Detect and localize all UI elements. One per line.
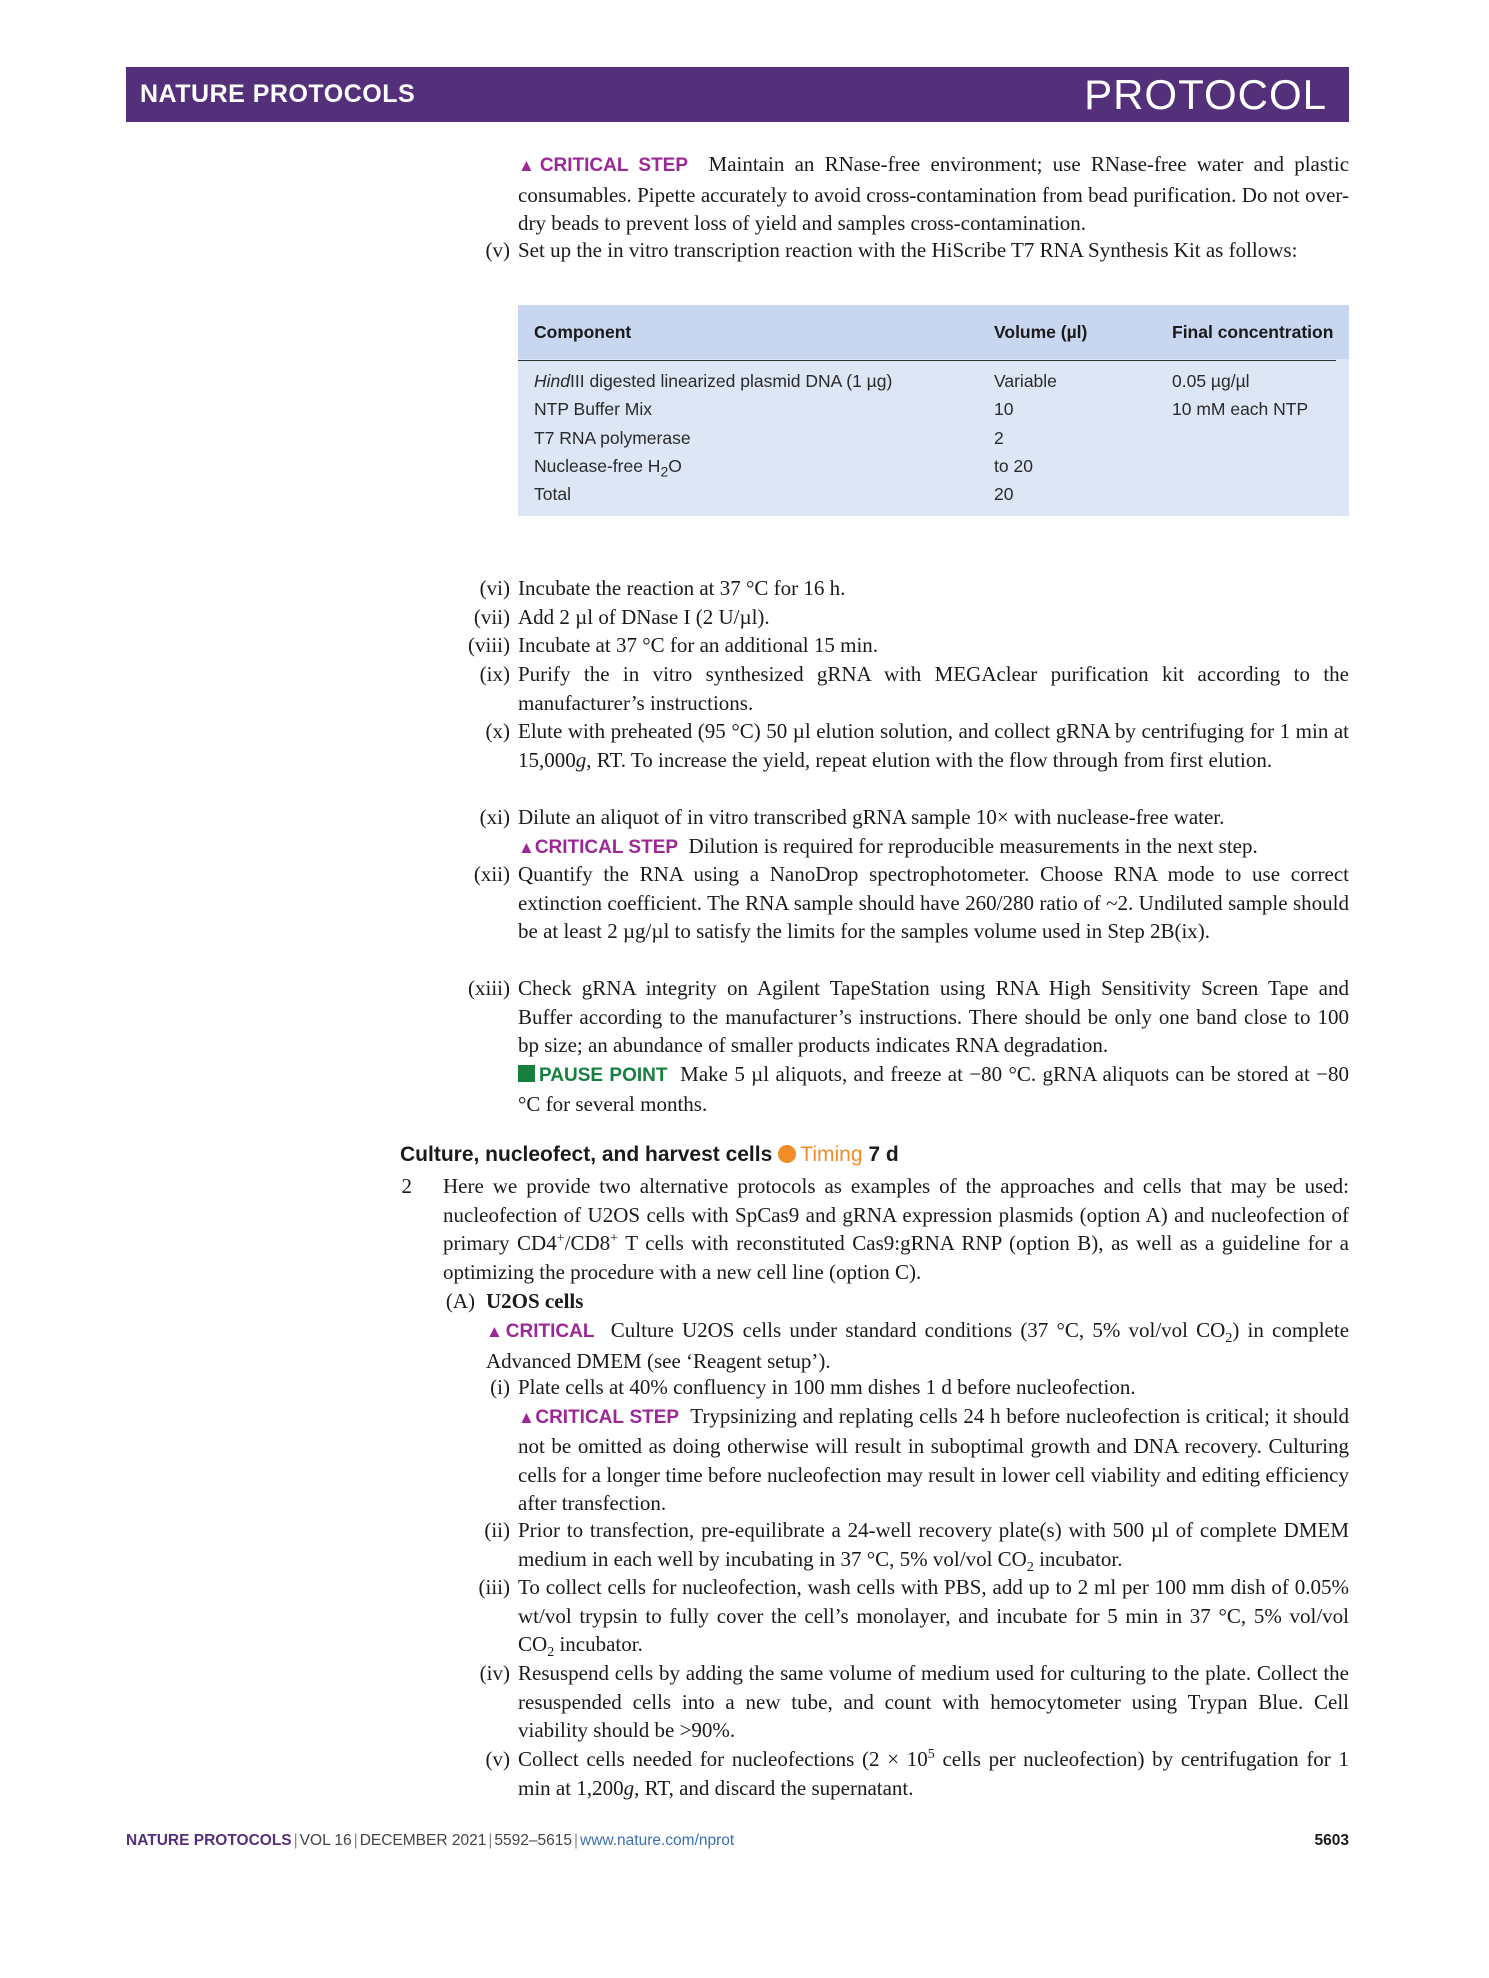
critical-tag: ▲CRITICAL bbox=[486, 1321, 595, 1342]
step-x-text: Elute with preheated (95 °C) 50 µl elution solution, and collect gRNA by centrifuging for 1 min at 15,000g, RT. To increase the yield, repeat elution with the flow through from first elution. bbox=[518, 719, 1349, 772]
journal-name: NATURE PROTOCOLS bbox=[140, 80, 416, 108]
footer-url-link[interactable]: www.nature.com/nprot bbox=[580, 1832, 735, 1849]
step-label-viii: (viii) bbox=[468, 633, 510, 657]
section-heading: Culture, nucleofect, and harvest cells Timing 7 d bbox=[400, 1143, 899, 1166]
pause-square-icon bbox=[518, 1065, 535, 1082]
header-bar bbox=[126, 67, 1349, 122]
step-label-vi: (vi) bbox=[479, 576, 510, 600]
step-label-vii: (vii) bbox=[473, 605, 510, 629]
substep-label-ii: (ii) bbox=[484, 1518, 510, 1542]
step-vi-text: Incubate the reaction at 37 °C for 16 h. bbox=[518, 576, 846, 600]
table-cell: Total bbox=[534, 484, 571, 504]
step-label-v: (v) bbox=[485, 238, 510, 262]
table-cell: to 20 bbox=[994, 456, 1033, 476]
footer-journal: NATURE PROTOCOLS bbox=[126, 1832, 292, 1849]
substep-ii-text: Prior to transfection, pre-equilibrate a 24-well recovery plate(s) with 500 µl of complete DMEM medium in each well by incubating in 37 °C, 5% vol/vol $CO_2$ incubator. bbox=[518, 1518, 1349, 1575]
step-v-text: Set up the in vitro transcription reaction with the HiScribe T7 RNA Synthesis Kit as follows: bbox=[518, 238, 1298, 262]
table-cell: 10 mM each NTP bbox=[1172, 399, 1309, 419]
table-header-volume: Volume (µl) bbox=[994, 322, 1088, 342]
footer-date: DECEMBER 2021 bbox=[359, 1832, 487, 1849]
step-number-2: 2 bbox=[401, 1174, 412, 1198]
article-type: PROTOCOL bbox=[1084, 71, 1327, 118]
step-label-x: (x) bbox=[485, 719, 510, 743]
step-label-xiii: (xiii) bbox=[468, 976, 510, 1000]
step-2-text: Here we provide two alternative protocols as examples of the approaches and cells that may be used: nucleofection of U2OS cells with SpCas9 and gRNA expression plasmids (option A) and nucleofection of primary CD4+/CD8+ T cells with reconstituted Cas9:gRNA RNP (option B), as well as a guideline for a optimizing the procedure with a new cell line (option C). bbox=[443, 1174, 1349, 1284]
critical-step-rnase: ▲CRITICAL STEP Maintain an RNase-free environment; use RNase-free water and plastic consumables. Pipette accurately to avoid cross-contamination from bead purification. Do not over-dry beads to prevent loss of yield and samples cross-contamination. bbox=[518, 152, 1350, 236]
step-xii-text: Quantify the RNA using a NanoDrop spectrophotometer. Choose RNA mode to use correct extinction coefficient. The RNA sample should have 260/280 ratio of ~2. Undiluted sample should be at least 2 µg/µl to satisfy the limits for the samples volume used in Step 2B(ix). bbox=[518, 862, 1349, 944]
step-label-ix: (ix) bbox=[479, 662, 510, 686]
page-number: 5603 bbox=[1314, 1832, 1349, 1849]
table-cell: T7 RNA polymerase bbox=[534, 428, 691, 448]
table-cell: 0.05 µg/µl bbox=[1172, 371, 1250, 391]
table-cell: NTP Buffer Mix bbox=[534, 399, 652, 419]
substep-i-text: Plate cells at 40% confluency in 100 mm dishes 1 d before nucleofection. ▲CRITICAL STEP Trypsinizing and replating cells 24 h before nucleofection is critical; it should not be omitted as doing otherwise will result in suboptimal growth and DNA recovery. Culturing cells for a longer time before nucleofection may result in lower cell viability and editing efficiency after transfection. bbox=[518, 1375, 1350, 1516]
warning-triangle-icon: ▲ bbox=[518, 156, 540, 175]
table-cell: Variable bbox=[994, 371, 1057, 391]
step-label-xi: (xi) bbox=[479, 805, 510, 829]
pause-point-tag: PAUSE POINT bbox=[518, 1065, 667, 1086]
substep-label-v: (v) bbox=[485, 1747, 510, 1771]
substep-v-text: Collect cells needed for nucleofections ($2 \times 10^5$ cells per nucleofection) by centrifugation for 1 min at 1,200g, RT, and discard the supernatant. bbox=[518, 1747, 1349, 1800]
footer-pages: 5592–5615 bbox=[494, 1832, 572, 1849]
substep-iii-text: To collect cells for nucleofection, wash cells with PBS, add up to 2 ml per 100 mm dish of 0.05% wt/vol trypsin to fully cover the cell’s monolayer, and incubate for 5 min in 37 °C, 5% vol/vol $CO_2$ incubator. bbox=[518, 1575, 1349, 1661]
table-header-concentration: Final concentration bbox=[1172, 322, 1334, 342]
table-cell: HindIII digested linearized plasmid DNA (1 µg) bbox=[534, 371, 893, 391]
critical-step-tag: ▲CRITICAL STEP bbox=[518, 836, 679, 858]
option-label-a: (A) bbox=[445, 1289, 475, 1313]
table-cell: 2 bbox=[994, 428, 1004, 448]
substep-label-i: (i) bbox=[490, 1375, 510, 1399]
step-label-xii: (xii) bbox=[473, 862, 510, 886]
warning-triangle-icon: ▲ bbox=[518, 1407, 536, 1427]
step-ix-text: Purify the in vitro synthesized gRNA with MEGAclear purification kit according to the manufacturer’s instructions. bbox=[518, 662, 1349, 715]
critical-u2os-culture: ▲CRITICAL Culture U2OS cells under standard conditions (37 °C, 5% vol/vol $CO_2$) in complete Advanced DMEM (see ‘Reagent setup’). bbox=[486, 1318, 1350, 1373]
table-cell: Nuclease-free $H_2O$ bbox=[534, 456, 682, 480]
warning-triangle-icon: ▲ bbox=[518, 837, 535, 857]
timing-dot-icon bbox=[778, 1145, 796, 1163]
critical-step-tag: ▲CRITICAL STEP bbox=[518, 155, 689, 176]
page-footer: NATURE PROTOCOLS | VOL 16 | DECEMBER 2021 | 5592–5615 | www.nature.com/nprot 5603 bbox=[126, 1832, 1349, 1849]
table-cell: 10 bbox=[994, 399, 1014, 419]
ivt-reaction-table bbox=[518, 305, 1349, 516]
option-a-title: U2OS cells bbox=[486, 1289, 584, 1313]
step-xiii-text: Check gRNA integrity on Agilent TapeStation using RNA High Sensitivity Screen Tape and Buffer according to the manufacturer’s instructions. There should be only one band close to 100 bp size; an abundance of smaller products indicates RNA degradation. PAUSE POINT Make 5 µl aliquots, and freeze at −80 °C. gRNA aliquots can be stored at −80 °C for several months. bbox=[518, 976, 1349, 1117]
table-rule bbox=[518, 360, 1336, 361]
substep-label-iii: (iii) bbox=[478, 1575, 510, 1599]
step-viii-text: Incubate at 37 °C for an additional 15 min. bbox=[518, 633, 879, 657]
step-xi-text: Dilute an aliquot of in vitro transcribed gRNA sample 10× with nuclease-free water. ▲CRITICAL STEP Dilution is required for reproducible measurements in the next step. bbox=[518, 805, 1258, 858]
step-vii-text: Add 2 µl of DNase I (2 U/µl). bbox=[518, 605, 770, 629]
table-header-component: Component bbox=[534, 322, 632, 342]
critical-step-tag: ▲CRITICAL STEP bbox=[518, 1406, 680, 1428]
footer-volume: VOL 16 bbox=[299, 1832, 352, 1849]
table-cell: 20 bbox=[994, 484, 1014, 504]
warning-triangle-icon: ▲ bbox=[486, 1322, 506, 1341]
substep-label-iv: (iv) bbox=[479, 1661, 510, 1685]
substep-iv-text: Resuspend cells by adding the same volume of medium used for culturing to the plate. Collect the resuspended cells into a new tube, and count with hemocytometer using Trypan Blue. Cell viability should be >90%. bbox=[518, 1661, 1349, 1743]
